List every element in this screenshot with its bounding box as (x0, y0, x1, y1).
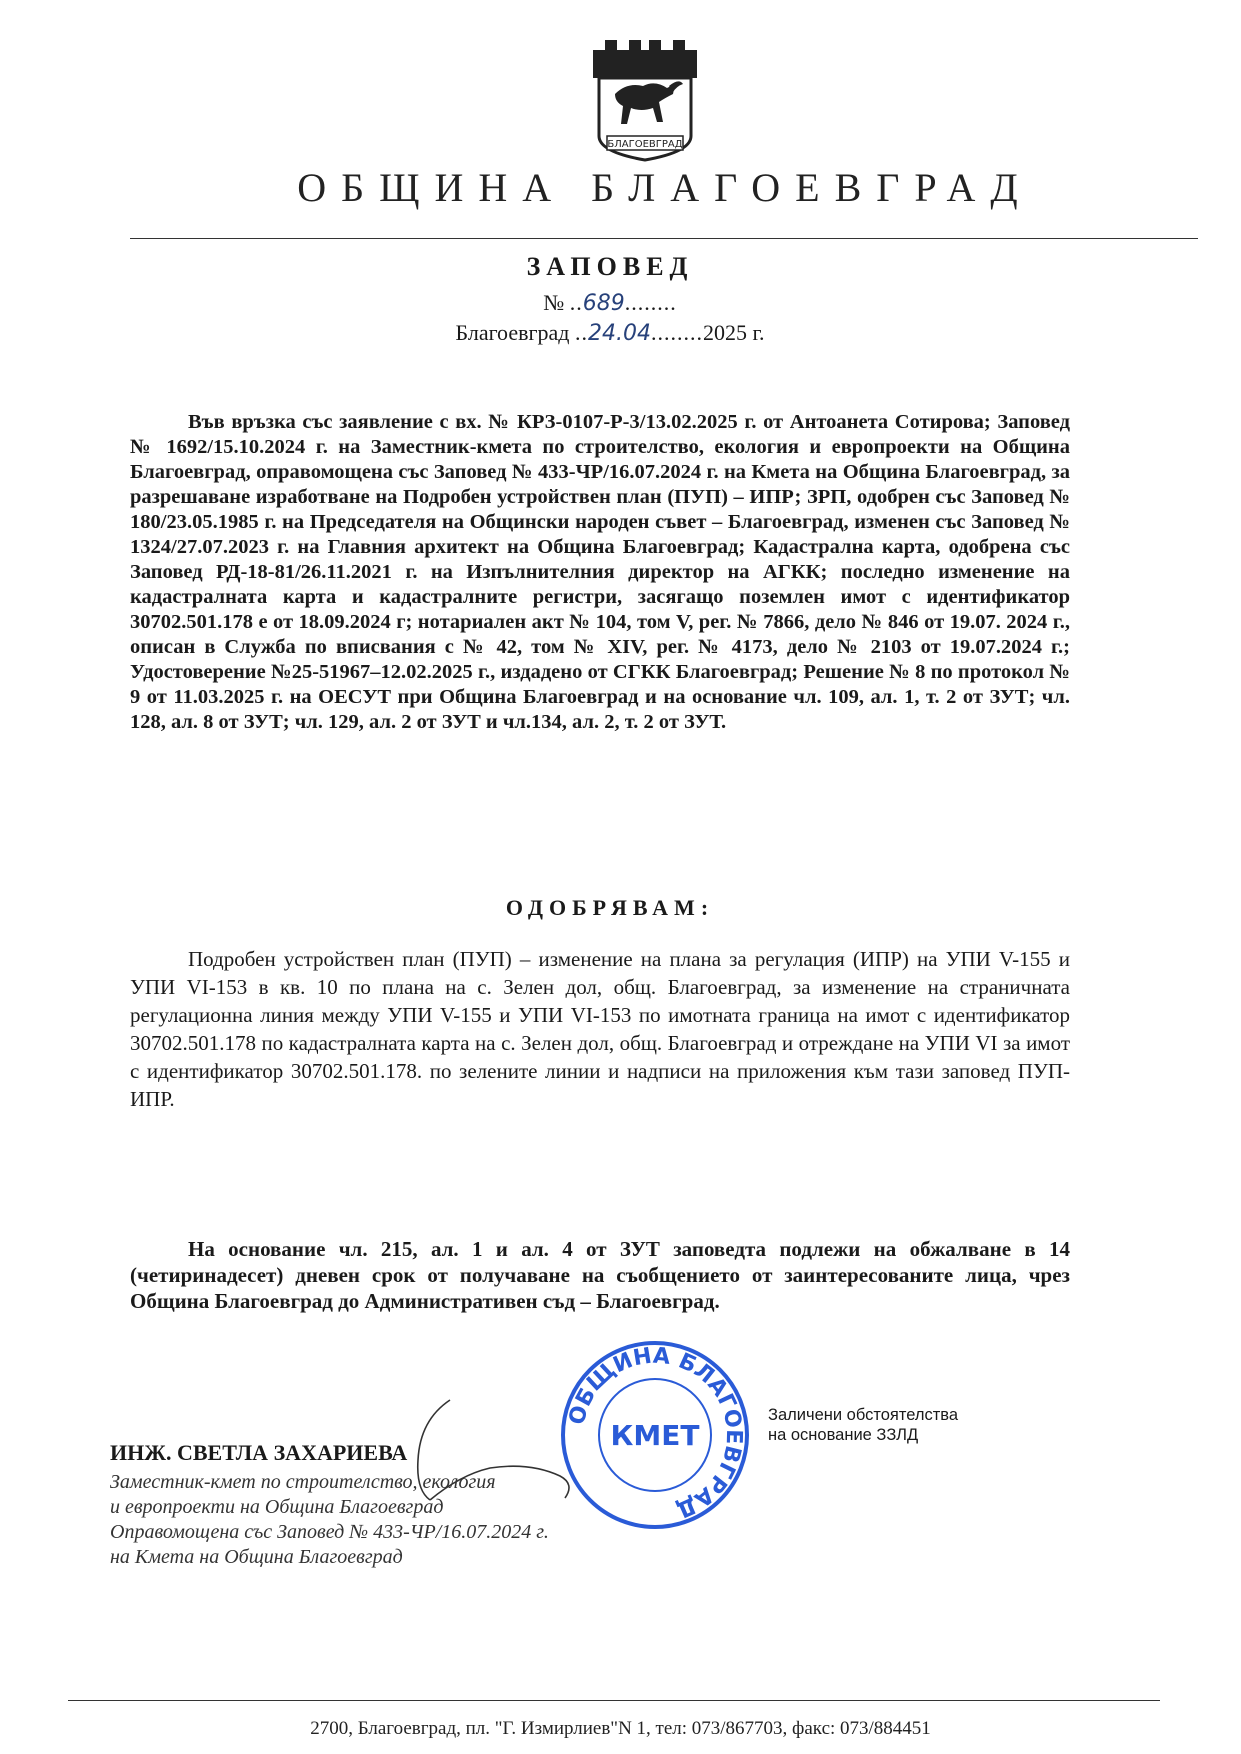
footer-address: 2700, Благоевград, пл. "Г. Измирлиев"N 1, тел: 073/867703, факс: 073/884451 (310, 1718, 931, 1739)
signer-role-line: на Кмета на Община Благоевград (110, 1546, 403, 1568)
crest-label: БЛАГОЕВГРАД (607, 139, 683, 150)
redaction-line: на основание ЗЗЛД (768, 1426, 919, 1444)
signer-role (110, 1470, 549, 1570)
signer-role-line: Оправомощена със Заповед № 433-ЧР/16.07.2024 г. (110, 1521, 549, 1543)
order-number: 689 (582, 291, 625, 316)
order-number-line: № ..689........ (543, 290, 677, 316)
redaction-line: Заличени обстоятелства (768, 1406, 959, 1424)
footer-divider (68, 1700, 1160, 1701)
order-title: ЗАПОВЕД (526, 252, 694, 281)
official-stamp (555, 1335, 755, 1535)
order-date-prefix: Благоевград (455, 320, 570, 345)
order-date-line: Благоевград ..24.04........2025 г. (455, 320, 765, 346)
header-divider (130, 238, 1198, 239)
signer-role-line: и европроекти на Община Благоевград (110, 1496, 444, 1518)
redaction-note (768, 1405, 1008, 1445)
signer-role-line: Заместник-кмет по строителство, екология (110, 1471, 496, 1493)
signer-name: ИНЖ. СВЕТЛА ЗАХАРИЕВА (110, 1440, 408, 1465)
municipality-title: ОБЩИНА БЛАГОЕВГРАД (297, 165, 1033, 210)
intro-paragraph: Във връзка със заявление с вх. № КРЗ-0107-Р-3/13.02.2025 г. от Антоанета Сотирова; Заповед № 1692/15.10.2024 г. на Заместник-кмета по строителство, екология и европроекти на Община Благоевград, оправомощена със Заповед № 433-ЧР/16.07.2024 г. на Кмета на Община Благоевград, за разрешаване изработване на Подробен устройствен план (ПУП) – ИПР; ЗРП, одобрен със Заповед № 180/23.05.1985 г. на Председателя на Общински народен съвет – Благоевград, изменен със Заповед № 1324/27.07.2023 г. на Главния архитект на Община Благоевград; Кадастрална карта, одобрена със Заповед РД-18-81/26.11.2021 г. на Изпълнителния директор на АГКК; последно изменение на кадастралната карта и кадастралните регистри, засягащо поземлен имот с идентификатор 30702.501.178 е от 18.09.2024 г; нотариален акт № 104, том V, рег. № 7866, дело № 846 от 19.07. 2024 г., описан в Служба по вписвания с № 42, том № XIV, рег. № 4173, дело № 2103 от 19.07.2024 г.; Удостоверение №25-51967–12.02.2025 г., издадено от СГКК Благоевград; Решение № 8 по протокол № 9 от 11.03.2025 г. на ОЕСУТ при Община Благоевград и на основание чл. 109, ал. 1, т. 2 от ЗУТ; чл. 128, ал. 8 от ЗУТ; чл. 129, ал. 2 от ЗУТ и чл.134, ал. 2, т. 2 от ЗУТ. (130, 411, 1070, 733)
appeal-paragraph: На основание чл. 215, ал. 1 и ал. 4 от ЗУТ заповедта подлежи на обжалване в 14 (четиринадесет) дневен срок от получаване на съобщението от заинтересованите лица, чрез Община Благоевград до Административен съд – Благоевград. (130, 1237, 1070, 1313)
order-date: 24.04 (587, 321, 651, 346)
approval-paragraph: Подробен устройствен план (ПУП) – изменение на плана за регулация (ИПР) на УПИ V-155 и УПИ VI-153 в кв. 10 по плана на с. Зелен дол, общ. Благоевград, за изменение на страничната регулационна линия между УПИ V-155 и УПИ VI-153 по имотната граница на имот с идентификатор 30702.501.178 по кадастралната карта на с. Зелен дол, общ. Благоевград и отреждане на УПИ VI за имот с идентификатор 30702.501.178. по зелените линии и надписи на приложения към тази заповед ПУП-ИПР. (130, 947, 1070, 1111)
stamp-center-text: КМЕТ (610, 1419, 700, 1452)
order-year: 2025 г. (702, 320, 765, 345)
approve-heading: ОДОБРЯВАМ: (505, 895, 715, 920)
municipality-crest (585, 36, 705, 164)
stamp-outer-text: ОБЩИНА БЛАГОЕВГРАД (564, 1343, 747, 1523)
order-number-prefix: № (543, 290, 565, 315)
